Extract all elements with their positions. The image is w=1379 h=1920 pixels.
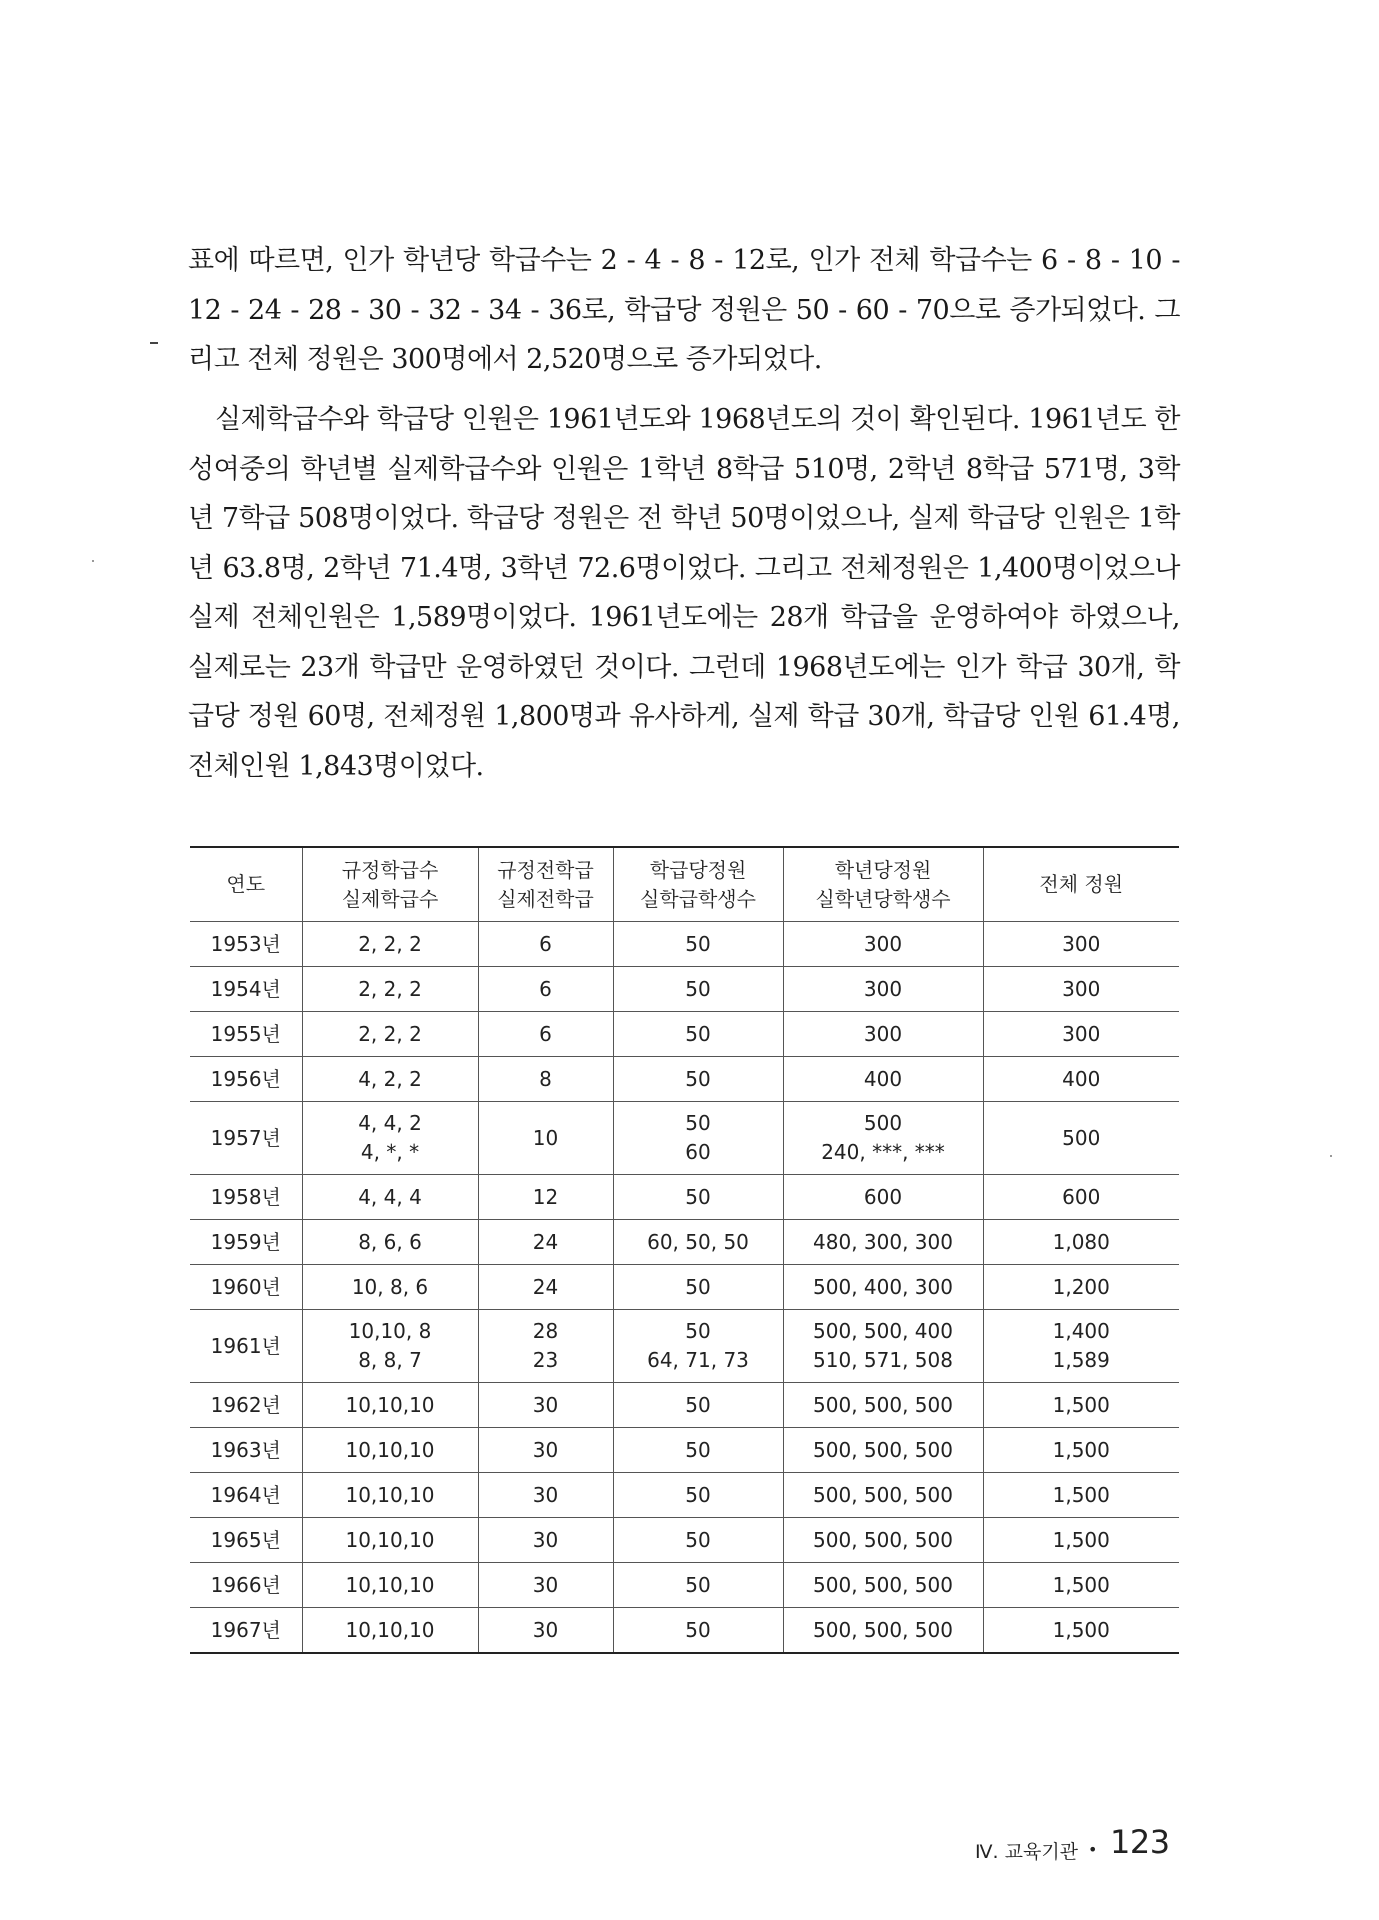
cell-class-count: 10,10,10	[302, 1473, 478, 1518]
cell-year: 1966년	[190, 1563, 302, 1608]
table-row	[190, 1265, 1179, 1310]
cell-per-class: 50	[613, 1265, 783, 1310]
cell-total-quota: 300	[983, 967, 1179, 1012]
cell-year: 1955년	[190, 1012, 302, 1057]
cell-total-quota: 1,080	[983, 1220, 1179, 1265]
cell-year: 1957년	[190, 1102, 302, 1175]
cell-total-classes: 28 23	[478, 1310, 613, 1383]
cell-per-grade: 500, 500, 500	[783, 1473, 983, 1518]
cell-per-grade: 300	[783, 967, 983, 1012]
col-header-per-grade: 학년당정원 실학년당학생수	[783, 847, 983, 922]
cell-total-quota: 1,400 1,589	[983, 1310, 1179, 1383]
cell-total-quota: 1,500	[983, 1518, 1179, 1563]
cell-class-count: 8, 6, 6	[302, 1220, 478, 1265]
cell-year: 1962년	[190, 1383, 302, 1428]
cell-per-grade: 500 240, ***, ***	[783, 1102, 983, 1175]
cell-per-class: 50	[613, 1175, 783, 1220]
cell-per-class: 50	[613, 1563, 783, 1608]
cell-year: 1961년	[190, 1310, 302, 1383]
cell-per-class: 50	[613, 1518, 783, 1563]
cell-total-quota: 300	[983, 1012, 1179, 1057]
cell-per-class: 50	[613, 967, 783, 1012]
footer-bullet: •	[1088, 1840, 1098, 1859]
table-row	[190, 1518, 1179, 1563]
cell-total-quota: 500	[983, 1102, 1179, 1175]
table-row	[190, 967, 1179, 1012]
col-header-year: 연도	[190, 847, 302, 922]
margin-mark	[150, 342, 158, 344]
cell-per-grade: 500, 500, 500	[783, 1608, 983, 1654]
cell-per-class: 50	[613, 1057, 783, 1102]
cell-per-grade: 480, 300, 300	[783, 1220, 983, 1265]
cell-per-grade: 600	[783, 1175, 983, 1220]
cell-per-class: 50	[613, 1473, 783, 1518]
cell-total-classes: 6	[478, 922, 613, 967]
table-row	[190, 1175, 1179, 1220]
cell-per-class: 50	[613, 1383, 783, 1428]
cell-per-grade: 300	[783, 1012, 983, 1057]
col-header-per-class: 학급당정원 실학급학생수	[613, 847, 783, 922]
table-row	[190, 1102, 1179, 1175]
cell-class-count: 10, 8, 6	[302, 1265, 478, 1310]
cell-per-grade: 300	[783, 922, 983, 967]
cell-class-count: 10,10, 8 8, 8, 7	[302, 1310, 478, 1383]
cell-total-classes: 30	[478, 1473, 613, 1518]
cell-total-classes: 8	[478, 1057, 613, 1102]
cell-total-classes: 6	[478, 1012, 613, 1057]
cell-year: 1967년	[190, 1608, 302, 1654]
cell-class-count: 10,10,10	[302, 1608, 478, 1654]
cell-total-classes: 30	[478, 1518, 613, 1563]
col-header-total-quota: 전체 정원	[983, 847, 1179, 922]
cell-class-count: 10,10,10	[302, 1563, 478, 1608]
cell-total-quota: 1,500	[983, 1428, 1179, 1473]
cell-class-count: 10,10,10	[302, 1518, 478, 1563]
cell-class-count: 2, 2, 2	[302, 1012, 478, 1057]
cell-total-classes: 24	[478, 1220, 613, 1265]
scan-speck	[1330, 1155, 1332, 1157]
cell-class-count: 4, 2, 2	[302, 1057, 478, 1102]
cell-per-grade: 500, 400, 300	[783, 1265, 983, 1310]
cell-per-class: 50 60	[613, 1102, 783, 1175]
cell-total-quota: 1,500	[983, 1383, 1179, 1428]
cell-year: 1964년	[190, 1473, 302, 1518]
cell-total-classes: 30	[478, 1383, 613, 1428]
col-header-class-count: 규정학급수 실제학급수	[302, 847, 478, 922]
table-row	[190, 1608, 1179, 1654]
cell-per-grade: 400	[783, 1057, 983, 1102]
cell-total-classes: 30	[478, 1428, 613, 1473]
cell-per-class: 50 64, 71, 73	[613, 1310, 783, 1383]
cell-year: 1960년	[190, 1265, 302, 1310]
body-paragraph-1: 표에 따르면, 인가 학년당 학급수는 2 - 4 - 8 - 12로, 인가 전체 학급수는 6 - 8 - 10 - 12 - 24 - 28 - 30 - 32 - 34 - 36로, 학급당 정원은 50 - 60 - 70으로 증가되었다. 그리고 전체 정원은 300명에서 2,520명으로 증가되었다.	[188, 245, 1180, 375]
cell-total-classes: 12	[478, 1175, 613, 1220]
cell-year: 1959년	[190, 1220, 302, 1265]
table-row	[190, 1012, 1179, 1057]
cell-year: 1958년	[190, 1175, 302, 1220]
page-number: 123	[1110, 1823, 1170, 1861]
cell-per-class: 50	[613, 1428, 783, 1473]
cell-year: 1963년	[190, 1428, 302, 1473]
cell-total-classes: 30	[478, 1608, 613, 1654]
section-title: Ⅳ. 교육기관	[975, 1841, 1079, 1863]
cell-total-classes: 10	[478, 1102, 613, 1175]
table-row	[190, 1563, 1179, 1608]
table-row	[190, 1383, 1179, 1428]
enrollment-table	[190, 846, 1179, 1654]
cell-class-count: 10,10,10	[302, 1428, 478, 1473]
cell-per-grade: 500, 500, 500	[783, 1428, 983, 1473]
table-row	[190, 922, 1179, 967]
cell-per-grade: 500, 500, 400 510, 571, 508	[783, 1310, 983, 1383]
cell-total-quota: 300	[983, 922, 1179, 967]
cell-total-quota: 1,500	[983, 1473, 1179, 1518]
cell-per-class: 50	[613, 922, 783, 967]
cell-class-count: 2, 2, 2	[302, 967, 478, 1012]
cell-class-count: 10,10,10	[302, 1383, 478, 1428]
cell-per-class: 60, 50, 50	[613, 1220, 783, 1265]
table-row	[190, 1310, 1179, 1383]
cell-total-quota: 600	[983, 1175, 1179, 1220]
table-row	[190, 1057, 1179, 1102]
cell-per-class: 50	[613, 1012, 783, 1057]
cell-total-quota: 1,500	[983, 1563, 1179, 1608]
cell-class-count: 4, 4, 2 4, *, *	[302, 1102, 478, 1175]
cell-per-class: 50	[613, 1608, 783, 1654]
cell-total-classes: 30	[478, 1563, 613, 1608]
cell-per-grade: 500, 500, 500	[783, 1563, 983, 1608]
cell-year: 1965년	[190, 1518, 302, 1563]
cell-class-count: 2, 2, 2	[302, 922, 478, 967]
cell-year: 1954년	[190, 967, 302, 1012]
body-paragraph-2: 실제학급수와 학급당 인원은 1961년도와 1968년도의 것이 확인된다. 1961년도 한성여중의 학년별 실제학급수와 인원은 1학년 8학급 510명, 2학년 8학급 571명, 3학년 7학급 508명이었다. 학급당 정원은 전 학년 50명이었으나, 실제 학급당 인원은 1학년 63.8명, 2학년 71.4명, 3학년 72.6명이었다. 그리고 전체정원은 1,400명이었으나 실제 전체인원은 1,589명이었다. 1961년도에는 28개 학급을 운영하여야 하였으나, 실제로는 23개 학급만 운영하였던 것이다. 그런데 1968년도에는 인가 학급 30개, 학급당 정원 60명, 전체정원 1,800명과 유사하게, 실제 학급 30개, 학급당 인원 61.4명, 전체인원 1,843명이었다.	[188, 404, 1180, 782]
cell-total-quota: 1,500	[983, 1608, 1179, 1654]
table-row	[190, 1220, 1179, 1265]
cell-total-classes: 24	[478, 1265, 613, 1310]
table-header-row	[190, 847, 1179, 922]
cell-total-classes: 6	[478, 967, 613, 1012]
cell-class-count: 4, 4, 4	[302, 1175, 478, 1220]
cell-per-grade: 500, 500, 500	[783, 1518, 983, 1563]
cell-total-quota: 1,200	[983, 1265, 1179, 1310]
table-row	[190, 1473, 1179, 1518]
page-footer	[975, 1823, 1180, 1863]
cell-year: 1956년	[190, 1057, 302, 1102]
col-header-total-classes: 규정전학급 실제전학급	[478, 847, 613, 922]
cell-year: 1953년	[190, 922, 302, 967]
table-row	[190, 1428, 1179, 1473]
scan-speck	[92, 560, 94, 562]
cell-total-quota: 400	[983, 1057, 1179, 1102]
cell-per-grade: 500, 500, 500	[783, 1383, 983, 1428]
